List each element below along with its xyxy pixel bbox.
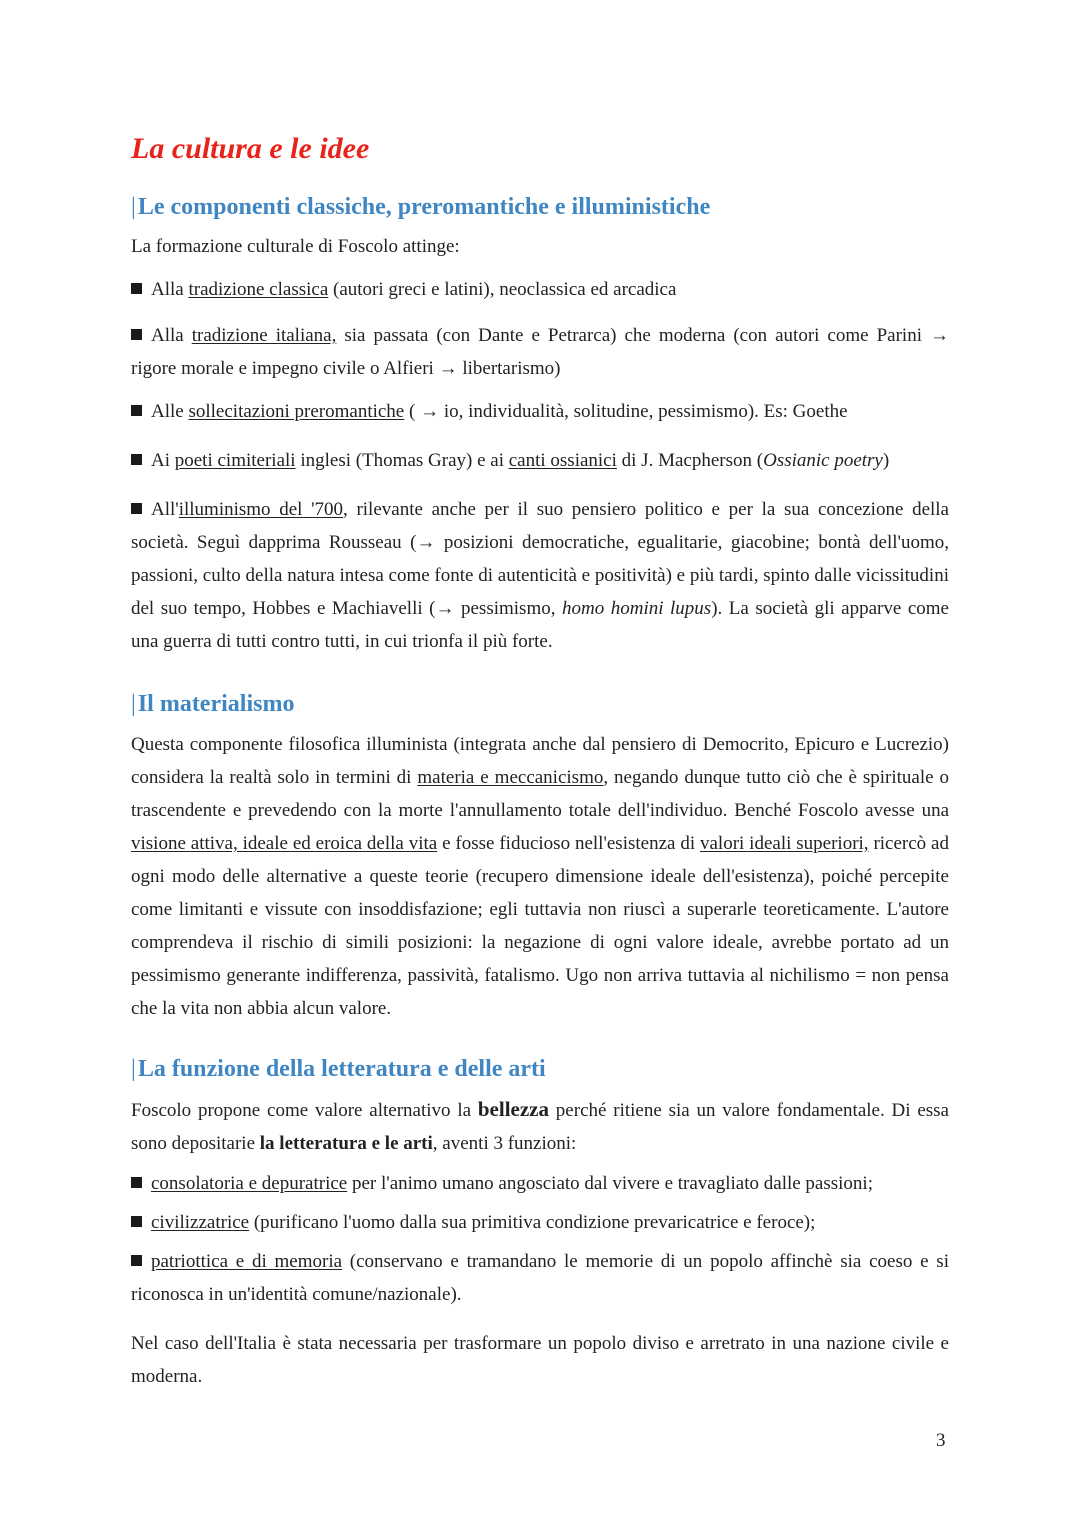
square-bullet-icon xyxy=(131,283,142,294)
section-heading-componenti xyxy=(131,194,710,221)
list-item: Alla tradizione classica (autori greci e latini), neoclassica ed arcadica xyxy=(131,273,949,306)
square-bullet-icon xyxy=(131,405,142,416)
page-title: La cultura e le idee xyxy=(131,132,370,165)
square-bullet-icon xyxy=(131,503,142,514)
closing-paragraph: Nel caso dell'Italia è stata necessaria per trasformare un popolo diviso e arretrato in una nazione civile e moderna. xyxy=(131,1333,949,1387)
heading-bar: | xyxy=(131,194,136,220)
page-number: 3 xyxy=(936,1430,946,1451)
square-bullet-icon xyxy=(131,1255,142,1266)
paragraph-funzione: Foscolo propone come valore alternativo la bellezza perché ritiene sia un valore fondamentale. Di essa sono depositarie la letteratura e le arti, aventi 3 funzioni: xyxy=(131,1097,949,1154)
heading-bar: | xyxy=(131,691,136,717)
square-bullet-icon xyxy=(131,454,142,465)
intro-text: La formazione culturale di Foscolo attinge: xyxy=(131,236,460,257)
heading-text: Il materialismo xyxy=(137,691,295,717)
list-item: All'illuminismo del '700, rilevante anche per il suo pensiero politico e per la sua concezione della società. Seguì dapprima Rousseau (→ posizioni democratiche, egualitarie, giacobine; bontà dell'uomo, passioni, culto della natura intesa come fonte di autenticità e positività) e più tardi, spinto dalle vicissitudini del suo tempo, Hobbes e Machiavelli (→ pessimismo, homo homini lupus). La società gli apparve come una guerra di tutti contro tutti, in cui trionfa il più forte. xyxy=(131,499,949,652)
square-bullet-icon xyxy=(131,1177,142,1188)
paragraph-materialismo: Questa componente filosofica illuminista (integrata anche dal pensiero di Democrito, Epicuro e Lucrezio) considera la realtà solo in termini di materia e meccanicismo, negando dunque tutto ciò che è spirituale o trascendente e prevedendo con la morte l'annullamento totale dell'individuo. Benché Foscolo avesse una visione attiva, ideale ed eroica della vita e fosse fiducioso nell'esistenza di valori ideali superiori, ricercò ad ogni modo delle alternative a queste teorie (recupero dimensione ideale dell'esistenza), poiché percepite come limitanti e vissute con insoddisfazione; egli tuttavia non riuscì a superarle teoreticamente. L'autore comprendeva il rischio di simili posizioni: la negazione di ogni valore ideale, avrebbe portato ad un pessimismo generante indifferenza, passività, fatalismo. Ugo non arriva tuttavia al nichilismo = non pensa che la vita non abbia alcun valore. xyxy=(131,734,949,1019)
heading-text: Le componenti classiche, preromantiche e illuministiche xyxy=(137,194,711,220)
list-item: Alla tradizione italiana, sia passata (con Dante e Petrarca) che moderna (con autori come Parini → rigore morale e impegno civile o Alfieri → libertarismo) xyxy=(131,325,949,379)
section-heading-funzione xyxy=(131,1056,546,1083)
square-bullet-icon xyxy=(131,1216,142,1227)
section-heading-materialismo xyxy=(131,691,294,718)
list-item: Ai poeti cimiteriali inglesi (Thomas Gray) e ai canti ossianici di J. Macpherson (Ossianic poetry) xyxy=(131,444,949,477)
square-bullet-icon xyxy=(131,329,142,340)
list-item: Alle sollecitazioni preromantiche ( → io, individualità, solitudine, pessimismo). Es: Goethe xyxy=(131,395,949,428)
list-item: civilizzatrice (purificano l'uomo dalla sua primitiva condizione prevaricatrice e feroce); xyxy=(131,1206,949,1239)
heading-text: La funzione della letteratura e delle arti xyxy=(137,1056,546,1082)
heading-bar: | xyxy=(131,1056,136,1082)
list-item: patriottica e di memoria (conservano e tramandano le memorie di un popolo affinchè sia coeso e si riconosca in un'identità comune/nazionale). xyxy=(131,1251,949,1305)
list-item: consolatoria e depuratrice per l'animo umano angosciato dal vivere e travagliato dalle passioni; xyxy=(131,1167,949,1200)
